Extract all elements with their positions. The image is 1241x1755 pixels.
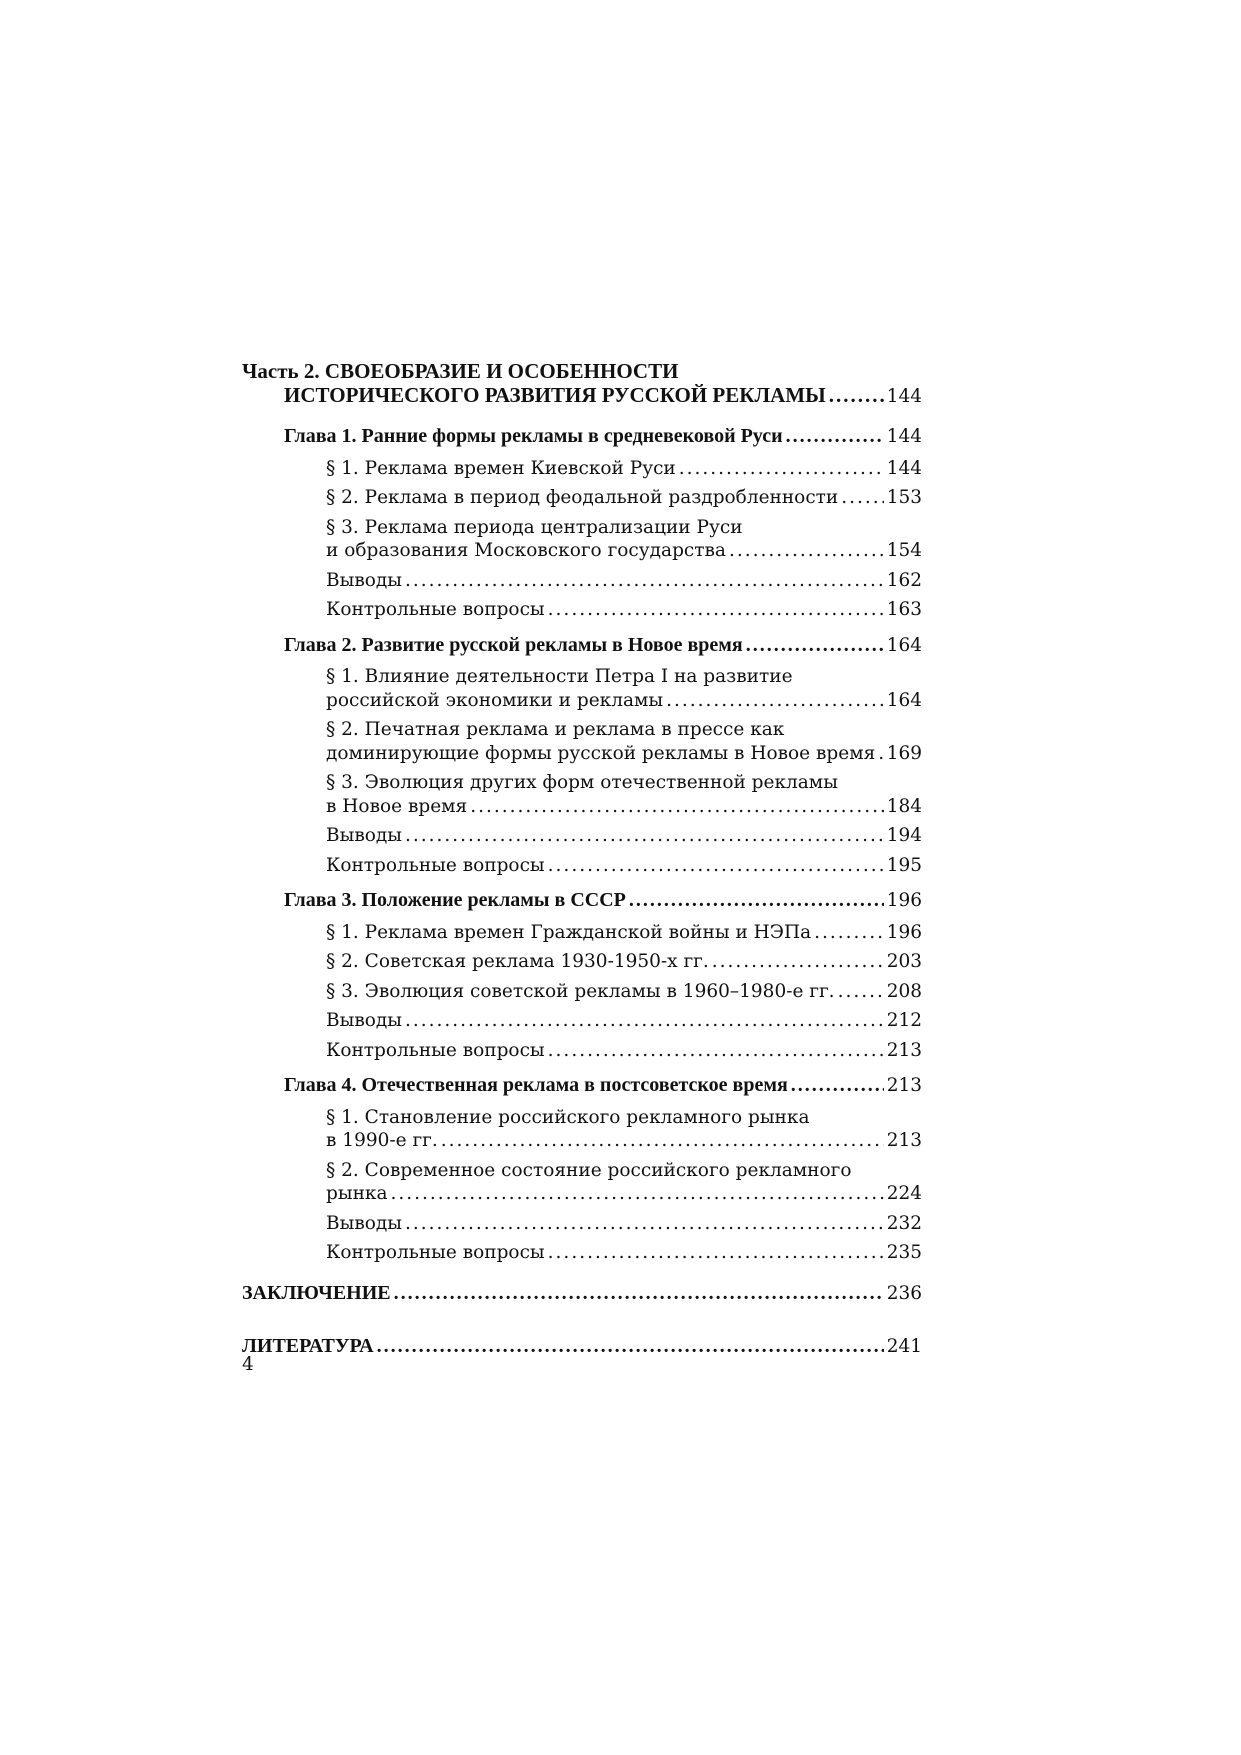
dot-leader [746, 634, 884, 658]
dot-leader [838, 980, 884, 1004]
section-entry[interactable] [326, 718, 922, 765]
dot-leader [629, 889, 884, 913]
dot-leader [405, 824, 884, 848]
literature-entry[interactable] [242, 1335, 922, 1359]
section-entry[interactable] [326, 980, 922, 1004]
section-title: Выводы [326, 1212, 402, 1234]
chapter-title: Глава 2. Развитие русской рекламы в Новое время [284, 633, 743, 656]
part-title-line1: Часть 2. СВОЕОБРАЗИЕ И ОСОБЕННОСТИ [242, 359, 679, 383]
section-entry[interactable] [326, 1159, 922, 1206]
section-title-line1: § 1. Влияние деятельности Петра I на развитие [326, 666, 793, 687]
section-entry[interactable] [326, 457, 922, 481]
dot-leader [548, 598, 884, 622]
section-title: § 2. Реклама в период феодальной раздробленности [326, 487, 839, 508]
section-page: 232 [886, 1212, 922, 1234]
section-page: 163 [886, 599, 922, 620]
chapter-entry[interactable] [284, 425, 922, 449]
section-page: 154 [886, 540, 922, 561]
dot-leader [729, 539, 884, 563]
section-entry[interactable] [326, 598, 922, 622]
section-entry[interactable] [326, 854, 922, 878]
dot-leader [441, 1129, 884, 1153]
section-title: в 1990-е гг. [326, 1130, 438, 1151]
section-page: 169 [886, 742, 922, 764]
dot-leader [405, 569, 884, 593]
chapter-entry[interactable] [284, 634, 922, 658]
dot-leader [841, 486, 883, 510]
section-entry[interactable] [326, 1212, 922, 1236]
section-entry[interactable] [326, 921, 922, 945]
section-page: 224 [886, 1183, 922, 1204]
dot-leader [791, 1074, 884, 1098]
section-page: 235 [886, 1242, 922, 1263]
table-of-contents [242, 360, 922, 1359]
section-title: § 2. Советская реклама 1930-1950-х гг. [326, 951, 709, 972]
section-page: 213 [886, 1039, 922, 1061]
dot-leader [405, 1212, 884, 1236]
literature-title: ЛИТЕРАТУРА [242, 1335, 374, 1357]
section-title: в Новое время [326, 795, 468, 817]
section-title-line1: § 3. Реклама периода централизации Руси [326, 516, 743, 538]
dot-leader [712, 950, 884, 974]
dot-leader [829, 384, 884, 408]
section-page: 203 [886, 951, 922, 972]
section-title: рынка [326, 1183, 388, 1204]
section-entry[interactable] [326, 665, 922, 712]
section-entry[interactable] [326, 486, 922, 510]
dot-leader [679, 457, 884, 481]
section-page: 162 [886, 569, 922, 591]
section-title: § 1. Реклама времен Гражданской войны и НЭПа [326, 921, 812, 943]
section-page: 212 [886, 1010, 922, 1031]
dot-leader [377, 1335, 884, 1359]
section-page: 213 [886, 1130, 922, 1151]
part-page: 144 [886, 385, 922, 407]
section-entry[interactable] [326, 1039, 922, 1063]
dot-leader [470, 795, 883, 819]
section-title: Выводы [326, 569, 402, 591]
section-title: доминирующие формы русской рекламы в Новое время [326, 742, 876, 764]
chapter-title: Глава 4. Отечественная реклама в постсоветское время [284, 1074, 788, 1096]
chapter-list [242, 425, 922, 1265]
dot-leader [394, 1282, 884, 1306]
section-title: Контрольные вопросы [326, 1039, 545, 1061]
dot-leader [666, 689, 884, 713]
literature-page: 241 [886, 1336, 922, 1357]
chapter-title: Глава 1. Ранние формы рекламы в средневековой Руси [284, 425, 783, 447]
dot-leader [548, 854, 884, 878]
chapter-entry[interactable] [284, 889, 922, 913]
dot-leader [548, 1039, 884, 1063]
conclusion-entry[interactable] [242, 1282, 922, 1306]
section-title: Контрольные вопросы [326, 854, 545, 876]
section-title-line1: § 2. Современное состояние российского рекламного [326, 1159, 852, 1181]
dot-leader [786, 425, 884, 449]
section-title-line1: § 3. Эволюция других форм отечественной рекламы [326, 772, 838, 793]
conclusion-page: 236 [886, 1282, 922, 1304]
section-entry[interactable] [326, 824, 922, 848]
section-page: 196 [886, 921, 922, 943]
section-page: 195 [886, 854, 922, 876]
section-page: 164 [886, 689, 922, 711]
section-page: 184 [886, 795, 922, 817]
section-title: § 1. Реклама времен Киевской Руси [326, 457, 676, 479]
section-entry[interactable] [326, 1009, 922, 1033]
part-title-line2: ИСТОРИЧЕСКОГО РАЗВИТИЯ РУССКОЙ РЕКЛАМЫ [284, 382, 826, 407]
section-page: 194 [886, 825, 922, 846]
chapter-page: 213 [886, 1075, 922, 1096]
section-page: 208 [886, 980, 922, 1002]
section-entry[interactable] [326, 771, 922, 818]
section-entry[interactable] [326, 569, 922, 593]
section-title: § 3. Эволюция советской рекламы в 1960–1980-е гг. [326, 980, 835, 1002]
section-entry[interactable] [326, 950, 922, 974]
dot-leader [878, 742, 883, 766]
section-page: 153 [886, 487, 922, 508]
section-entry[interactable] [326, 1241, 922, 1265]
section-title: Выводы [326, 1010, 402, 1031]
dot-leader [548, 1241, 884, 1265]
section-title: российской экономики и рекламы [326, 689, 664, 711]
page-number: 4 [242, 1354, 254, 1375]
dot-leader [814, 921, 884, 945]
section-title-line1: § 1. Становление российского рекламного рынка [326, 1106, 810, 1128]
section-title-line1: § 2. Печатная реклама и реклама в прессе как [326, 719, 785, 740]
section-entry[interactable] [326, 1106, 922, 1153]
section-title: Контрольные вопросы [326, 599, 545, 620]
chapter-page: 144 [886, 426, 922, 447]
chapter-page: 164 [886, 634, 922, 656]
section-entry[interactable] [326, 516, 922, 563]
section-title: и образования Московского государства [326, 540, 726, 561]
section-page: 144 [886, 457, 922, 479]
dot-leader [405, 1009, 884, 1033]
part-entry[interactable] [284, 384, 922, 409]
dot-leader [391, 1182, 884, 1206]
chapter-title: Глава 3. Положение рекламы в СССР [284, 889, 626, 911]
section-title: Контрольные вопросы [326, 1242, 545, 1263]
chapter-entry[interactable] [284, 1074, 922, 1098]
chapter-page: 196 [886, 890, 922, 911]
conclusion-title: ЗАКЛЮЧЕНИЕ [242, 1281, 391, 1304]
section-title: Выводы [326, 825, 402, 846]
